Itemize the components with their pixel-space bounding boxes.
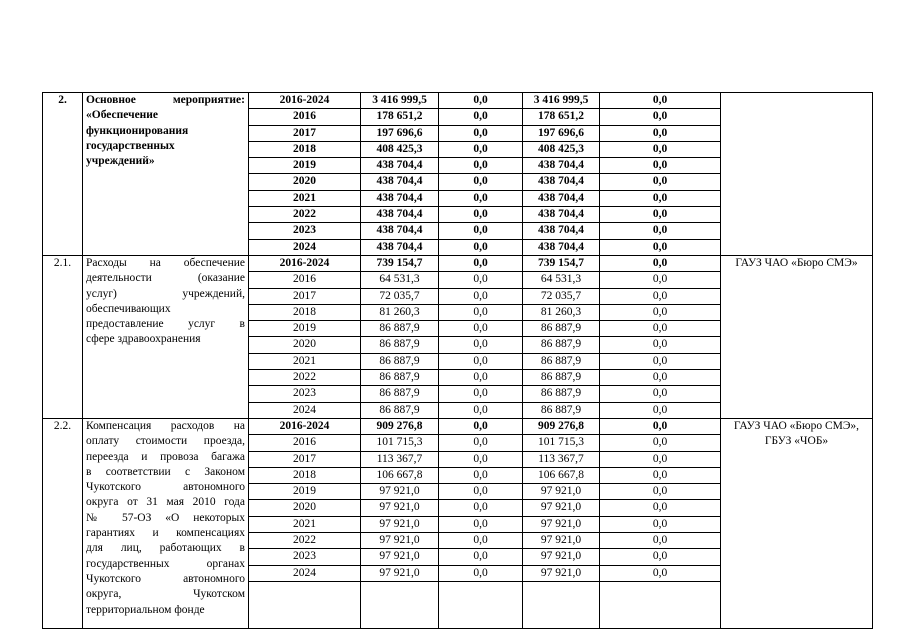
- total-cell: 438 704,4: [361, 223, 438, 239]
- other-cell: 0,0: [600, 419, 720, 435]
- col-federal: [439, 93, 523, 256]
- total-cell: 97 921,0: [361, 516, 438, 532]
- section-name-line: функционирования: [86, 124, 189, 137]
- other-cell: 0,0: [600, 370, 720, 386]
- other-cell: 0,0: [600, 109, 720, 125]
- regional-cell: 72 035,7: [523, 288, 599, 304]
- period-cell: 2022: [249, 207, 360, 223]
- regional-cell: 86 887,9: [540, 403, 582, 416]
- total-cell: 81 260,3: [361, 304, 438, 320]
- other-cell: 0,0: [600, 337, 720, 353]
- section-name-line: сфере здравоохранения: [86, 333, 201, 346]
- period-cell: 2019: [249, 158, 360, 174]
- regional-cell: 909 276,8: [523, 419, 599, 435]
- section-name-line: Чукотского автономного: [86, 572, 245, 585]
- period-cell: 2016: [249, 435, 360, 451]
- other-cell: 0,0: [600, 93, 720, 109]
- total-cell: 86 887,9: [361, 386, 438, 402]
- regional-cell: 408 425,3: [523, 141, 599, 157]
- total-cell: 438 704,4: [361, 174, 438, 190]
- col-total: [361, 93, 439, 256]
- period-cell: 2023: [249, 549, 360, 565]
- federal-cell: 0,0: [439, 125, 522, 141]
- total-cell: 438 704,4: [361, 158, 438, 174]
- total-cell: 3 416 999,5: [361, 93, 438, 109]
- col-regional: [523, 93, 600, 256]
- period-cell: 2017: [249, 288, 360, 304]
- total-cell: 438 704,4: [376, 240, 423, 253]
- regional-cell: 113 367,7: [523, 451, 599, 467]
- section-number: 2.: [43, 93, 83, 256]
- regional-cell: 178 651,2: [523, 109, 599, 125]
- regional-cell: 197 696,6: [523, 125, 599, 141]
- section-number: 2.1.: [43, 255, 83, 418]
- section-name: [83, 418, 249, 628]
- period-cell: 2016-2024: [249, 256, 360, 272]
- other-cell: 0,0: [600, 190, 720, 206]
- section-name-line: обеспечивающих: [86, 302, 171, 315]
- regional-cell: 86 887,9: [523, 321, 599, 337]
- total-cell: 97 921,0: [361, 500, 438, 516]
- section-name-line: деятельности (оказание: [86, 272, 245, 285]
- federal-cell: 0,0: [439, 304, 522, 320]
- section-name-line: государственных органах: [86, 557, 245, 570]
- federal-cell: 0,0: [473, 240, 488, 253]
- regional-cell: 97 921,0: [523, 565, 599, 581]
- section-name-line: в соответствии с Законом: [86, 465, 245, 478]
- total-cell: 113 367,7: [361, 451, 438, 467]
- section-name-line: Чукотского автономного: [86, 481, 245, 494]
- total-cell: 106 667,8: [361, 467, 438, 483]
- regional-cell: 101 715,3: [523, 435, 599, 451]
- section-name: [83, 255, 249, 418]
- federal-cell: 0,0: [439, 386, 522, 402]
- total-cell: 408 425,3: [361, 141, 438, 157]
- other-cell: 0,0: [652, 403, 668, 416]
- other-cell: 0,0: [600, 565, 720, 581]
- section-name-line: переезда и провоза багажа: [86, 450, 245, 463]
- period-cell: 2020: [249, 337, 360, 353]
- regional-cell: 97 921,0: [523, 533, 599, 549]
- section-name-line: округа от 31 мая 2010 года: [86, 496, 245, 509]
- period-cell: 2024: [293, 403, 316, 416]
- col-regional: [523, 255, 600, 418]
- regional-cell: 81 260,3: [523, 304, 599, 320]
- col-total: [361, 418, 439, 628]
- section-row: [43, 418, 873, 628]
- section-name-line: № 57-ОЗ «О некоторых: [86, 511, 245, 524]
- federal-cell: 0,0: [439, 370, 522, 386]
- federal-cell: 0,0: [439, 419, 522, 435]
- regional-cell: 64 531,3: [523, 272, 599, 288]
- section-number: 2.2.: [43, 418, 83, 628]
- other-cell: 0,0: [600, 500, 720, 516]
- period-cell: 2018: [249, 304, 360, 320]
- federal-cell: 0,0: [439, 288, 522, 304]
- total-cell: 97 921,0: [361, 565, 438, 581]
- regional-cell: 97 921,0: [523, 549, 599, 565]
- other-cell: 0,0: [600, 516, 720, 532]
- federal-cell: 0,0: [439, 256, 522, 272]
- federal-cell: 0,0: [439, 223, 522, 239]
- federal-cell: 0,0: [439, 533, 522, 549]
- period-cell: 2023: [249, 223, 360, 239]
- other-cell: 0,0: [600, 158, 720, 174]
- federal-cell: 0,0: [439, 109, 522, 125]
- federal-cell: 0,0: [439, 321, 522, 337]
- period-cell: 2024: [249, 565, 360, 581]
- other-cell: 0,0: [600, 549, 720, 565]
- federal-cell: 0,0: [439, 484, 522, 500]
- federal-cell: 0,0: [439, 500, 522, 516]
- regional-cell: 438 704,4: [523, 223, 599, 239]
- regional-cell: 3 416 999,5: [523, 93, 599, 109]
- section-name-line: Расходы на обеспечение: [86, 256, 245, 269]
- period-cell: 2017: [249, 451, 360, 467]
- period-cell: 2022: [249, 370, 360, 386]
- total-cell: 101 715,3: [361, 435, 438, 451]
- federal-cell: 0,0: [439, 516, 522, 532]
- federal-cell: 0,0: [439, 207, 522, 223]
- col-period: [249, 93, 361, 256]
- total-cell: 86 887,9: [361, 337, 438, 353]
- other-cell: 0,0: [600, 467, 720, 483]
- other-cell: 0,0: [652, 240, 668, 253]
- total-cell: 86 887,9: [361, 370, 438, 386]
- other-cell: 0,0: [600, 125, 720, 141]
- period-cell: 2019: [249, 321, 360, 337]
- regional-cell: 438 704,4: [523, 207, 599, 223]
- federal-cell: 0,0: [439, 353, 522, 369]
- federal-cell: 0,0: [439, 549, 522, 565]
- col-other: [600, 93, 721, 256]
- total-cell: 86 887,9: [361, 353, 438, 369]
- period-cell: 2022: [249, 533, 360, 549]
- period-cell: 2018: [249, 467, 360, 483]
- regional-cell: 106 667,8: [523, 467, 599, 483]
- section-name: [83, 93, 249, 256]
- responsible-executor: [721, 93, 873, 256]
- regional-cell: 438 704,4: [523, 158, 599, 174]
- total-cell: 197 696,6: [361, 125, 438, 141]
- section-name-line: Основное мероприятие:: [86, 94, 245, 106]
- section-name-line: Компенсация расходов на: [86, 419, 245, 432]
- regional-cell: 438 704,4: [523, 190, 599, 206]
- section-row: [43, 255, 873, 418]
- regional-cell: 86 887,9: [523, 386, 599, 402]
- col-total: [361, 255, 439, 418]
- other-cell: 0,0: [600, 223, 720, 239]
- period-cell: 2016-2024: [249, 93, 360, 109]
- federal-cell: 0,0: [439, 93, 522, 109]
- other-cell: 0,0: [600, 272, 720, 288]
- other-cell: 0,0: [600, 288, 720, 304]
- responsible-executor: ГАУЗ ЧАО «Бюро СМЭ», ГБУЗ «ЧОБ»: [721, 418, 873, 628]
- other-cell: 0,0: [600, 207, 720, 223]
- period-cell: 2020: [249, 174, 360, 190]
- section-name-line: «Обеспечение: [86, 109, 159, 122]
- section-name-line: учреждений»: [86, 155, 155, 168]
- section-name-line: предоставление услуг в: [86, 318, 245, 331]
- section-name-line: для лиц, работающих в: [86, 542, 245, 555]
- other-cell: 0,0: [600, 256, 720, 272]
- total-cell: 64 531,3: [361, 272, 438, 288]
- col-other: [600, 255, 721, 418]
- period-cell: 2021: [249, 353, 360, 369]
- total-cell: 97 921,0: [361, 484, 438, 500]
- regional-cell: 438 704,4: [538, 240, 584, 253]
- federal-cell: 0,0: [439, 565, 522, 581]
- federal-cell: 0,0: [439, 158, 522, 174]
- section-name-line: услуг) учреждений,: [86, 287, 245, 300]
- period-cell: 2018: [249, 141, 360, 157]
- responsible-executor: ГАУЗ ЧАО «Бюро СМЭ»: [721, 255, 873, 418]
- col-period: [249, 255, 361, 418]
- federal-cell: 0,0: [439, 141, 522, 157]
- total-cell: 86 887,9: [379, 403, 420, 416]
- total-cell: 72 035,7: [361, 288, 438, 304]
- federal-cell: 0,0: [439, 451, 522, 467]
- federal-cell: 0,0: [439, 272, 522, 288]
- period-cell: 2019: [249, 484, 360, 500]
- col-federal: [439, 418, 523, 628]
- total-cell: 97 921,0: [361, 549, 438, 565]
- col-period: [249, 418, 361, 628]
- total-cell: 739 154,7: [361, 256, 438, 272]
- section-row: [43, 93, 873, 256]
- period-cell: 2023: [249, 386, 360, 402]
- section-name-line: гарантиях и компенсациях: [86, 527, 245, 540]
- period-cell: 2024: [293, 240, 316, 253]
- other-cell: 0,0: [600, 451, 720, 467]
- federal-cell: 0,0: [439, 337, 522, 353]
- total-cell: 178 651,2: [361, 109, 438, 125]
- regional-cell: 97 921,0: [523, 516, 599, 532]
- period-cell: 2021: [249, 516, 360, 532]
- other-cell: 0,0: [600, 386, 720, 402]
- period-cell: 2016: [249, 109, 360, 125]
- budget-table: [42, 92, 873, 629]
- other-cell: 0,0: [600, 174, 720, 190]
- other-cell: 0,0: [600, 484, 720, 500]
- regional-cell: 97 921,0: [523, 500, 599, 516]
- col-regional: [523, 418, 600, 628]
- period-cell: 2016: [249, 272, 360, 288]
- regional-cell: 86 887,9: [523, 370, 599, 386]
- period-cell: 2017: [249, 125, 360, 141]
- section-name-line: государственных: [86, 139, 175, 152]
- regional-cell: 97 921,0: [523, 484, 599, 500]
- section-name-line: оплату стоимости проезда,: [86, 435, 245, 448]
- total-cell: 909 276,8: [361, 419, 438, 435]
- section-name-line: территориальном фонде: [86, 603, 205, 616]
- other-cell: 0,0: [600, 353, 720, 369]
- period-cell: 2016-2024: [249, 419, 360, 435]
- period-cell: 2020: [249, 500, 360, 516]
- other-cell: 0,0: [600, 141, 720, 157]
- other-cell: 0,0: [600, 304, 720, 320]
- regional-cell: 438 704,4: [523, 174, 599, 190]
- total-cell: 438 704,4: [361, 190, 438, 206]
- federal-cell: 0,0: [473, 403, 488, 416]
- total-cell: 86 887,9: [361, 321, 438, 337]
- regional-cell: 739 154,7: [523, 256, 599, 272]
- regional-cell: 86 887,9: [523, 353, 599, 369]
- period-cell: 2021: [249, 190, 360, 206]
- federal-cell: 0,0: [439, 174, 522, 190]
- col-federal: [439, 255, 523, 418]
- total-cell: 438 704,4: [361, 207, 438, 223]
- federal-cell: 0,0: [439, 467, 522, 483]
- col-other: [600, 418, 721, 628]
- other-cell: 0,0: [600, 533, 720, 549]
- total-cell: 97 921,0: [361, 533, 438, 549]
- federal-cell: 0,0: [439, 190, 522, 206]
- federal-cell: 0,0: [439, 435, 522, 451]
- section-name-line: округа, Чукотском: [86, 588, 245, 601]
- other-cell: 0,0: [600, 435, 720, 451]
- other-cell: 0,0: [600, 321, 720, 337]
- regional-cell: 86 887,9: [523, 337, 599, 353]
